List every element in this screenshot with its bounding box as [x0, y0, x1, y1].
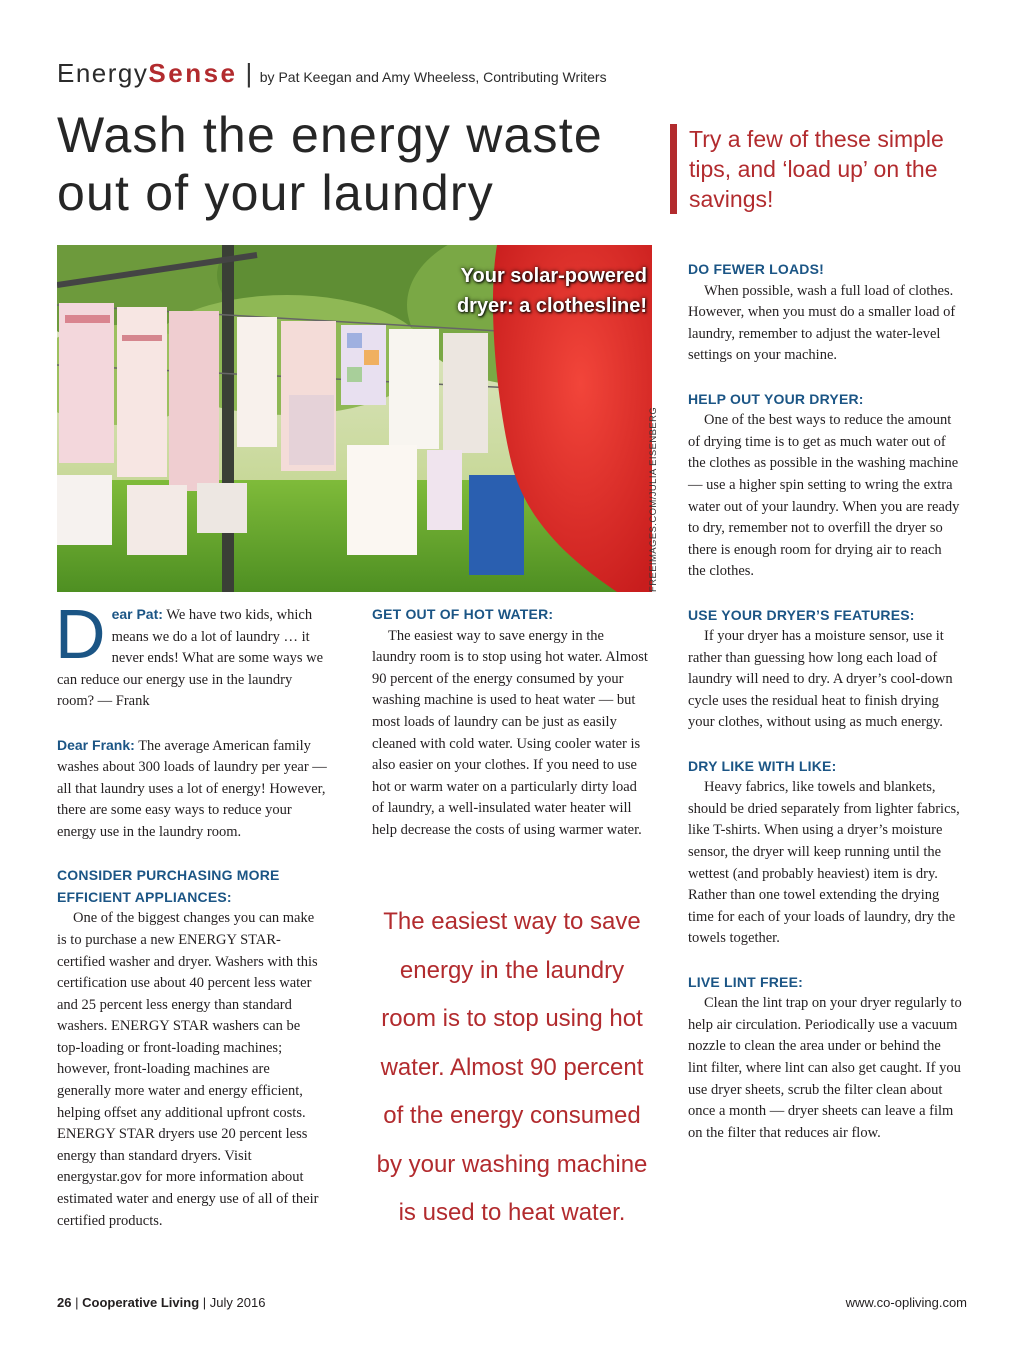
pull-quote-middle: The easiest way to save energy in the laundry room is to stop using hot water. Almost 90 percent of the energy consumed by your washing machine is used to heat water.: [376, 908, 648, 1226]
dry-like-body: Heavy fabrics, like towels and blankets, should be dried separately from lighter fabrics, like T-shirts. When using a dryer’s moisture sensor, the dryer will keep running until the wettest (and probably heaviest) item is dry. Rather than one towel extending the drying time for each of your loads of laundry, dry the towels together.: [688, 779, 960, 947]
hot-water-body: The easiest way to save energy in the laundry room is to stop using hot water. Almost 90 percent of the energy consumed by your washing machine is used to heat water — but most loads of laundry can be just as easily cleaned with cold water. Using cooler water is also easier on your clothes. If you need to use hot or warm water on a particularly dirty load of laundry, a well-insulated water heater will help decrease the costs of using warmer water.: [372, 627, 648, 838]
title-line-2: out of your laundry: [57, 165, 494, 221]
page-number: 26: [57, 1295, 72, 1310]
dryer-features-body: If your dryer has a moisture sensor, use it rather than guessing how long each load of laundry will need to dry. A dryer’s cool-down cycle uses the residual heat to finish drying your clothes, without using as much energy.: [688, 628, 953, 731]
photo-credit: FREEIMAGES.COM/JULIA EISENBERG: [648, 406, 659, 592]
letter-question-text: We have two kids, which means we do a lot of laundry … it never ends! What are some ways we can reduce our energy use in the laundry room? — Frank: [57, 607, 324, 710]
letter-question: [55, 595, 327, 713]
magazine-name: Cooperative Living: [82, 1295, 200, 1310]
heading-dryer-features: USE YOUR DRYER’S FEATURES:: [688, 606, 915, 623]
column-3: [688, 259, 962, 1144]
footer-url: www.co-opliving.com: [845, 1295, 967, 1310]
heading-appliances-line-1: CONSIDER PURCHASING MORE: [57, 867, 280, 884]
brand-prefix: Energy: [57, 58, 149, 88]
heading-dry-like: DRY LIKE WITH LIKE:: [688, 757, 837, 774]
drop-cap: D: [55, 595, 106, 673]
help-dryer-body: One of the best ways to reduce the amount of drying time is to get as much water out of the clothes as possible in the washing machine — use a higher spin setting to wring the extra water out of your laundry. When you are ready to dry, remember not to overfill the dryer so there is enough room for drying air to reach the clothes.: [688, 412, 960, 580]
heading-help-dryer: HELP OUT YOUR DRYER:: [688, 390, 864, 407]
caption-line-1: Your solar-powered: [460, 265, 647, 287]
heading-hot-water: GET OUT OF HOT WATER:: [372, 606, 554, 622]
caption-line-2: dryer: a clothesline!: [456, 295, 647, 317]
lint-body: Clean the lint trap on your dryer regularly to help air circulation. Periodically use a vacuum nozzle to clean the area under or behind the lint filter, where lint can also get caught. If you use dryer sheets, scrub the filter clean about once a month — dryer sheets can leave a film on the filter that reduces air flow.: [688, 995, 962, 1141]
photo-caption: [447, 261, 647, 321]
brand-suffix: Sense: [148, 58, 238, 88]
reply-text: The average American family washes about 300 loads of laundry per year — all that laundry uses a lot of energy! However, there are some easy ways to reduce your energy use in the laundry room.: [57, 737, 327, 840]
heading-lint: LIVE LINT FREE:: [688, 973, 803, 990]
footer-left: [57, 1295, 265, 1310]
byline: by Pat Keegan and Amy Wheeless, Contributing Writers: [259, 69, 607, 85]
fewer-loads-body: When possible, wash a full load of clothes. However, when you must do a smaller load of laundry, remember to adjust the water-level settings on your machine.: [688, 282, 956, 364]
publication-header: [57, 58, 607, 89]
reply-salutation: Dear Frank:: [57, 736, 135, 753]
letter-salutation: ear Pat:: [111, 606, 163, 622]
title-line-1: Wash the energy waste: [57, 107, 603, 163]
footer-divider-1: |: [75, 1295, 79, 1310]
appliances-body: One of the biggest changes you can make is to purchase a new ENERGY STAR-certified washer and dryer. Washers with this certification use about 40 percent less water and 25 percent less energy than standard washers. ENERGY STAR washers can be top-loading or front-loading machines; however, front-loading machines are generally more water and energy efficient, helping offset any additional upfront costs. ENERGY STAR dryers use 20 percent less energy than standard dryers. Visit energystar.gov for more information about estimated water and energy use of all of their certified products.: [57, 910, 319, 1229]
issue-date: July 2016: [209, 1295, 266, 1310]
header-divider: |: [245, 58, 254, 88]
column-2: [372, 604, 648, 842]
heading-appliances: [57, 865, 327, 908]
heading-appliances-line-2: EFFICIENT APPLIANCES:: [57, 888, 232, 905]
footer-divider-2: |: [202, 1295, 207, 1310]
heading-fewer-loads: DO FEWER LOADS!: [688, 261, 824, 277]
column-1: [55, 595, 327, 1232]
pull-quote-top: Try a few of these simple tips, and ‘load up’ on the savings!: [670, 124, 989, 214]
clothesline-photo: [57, 245, 652, 592]
article-title: [57, 106, 657, 222]
letter-reply: [57, 735, 327, 844]
